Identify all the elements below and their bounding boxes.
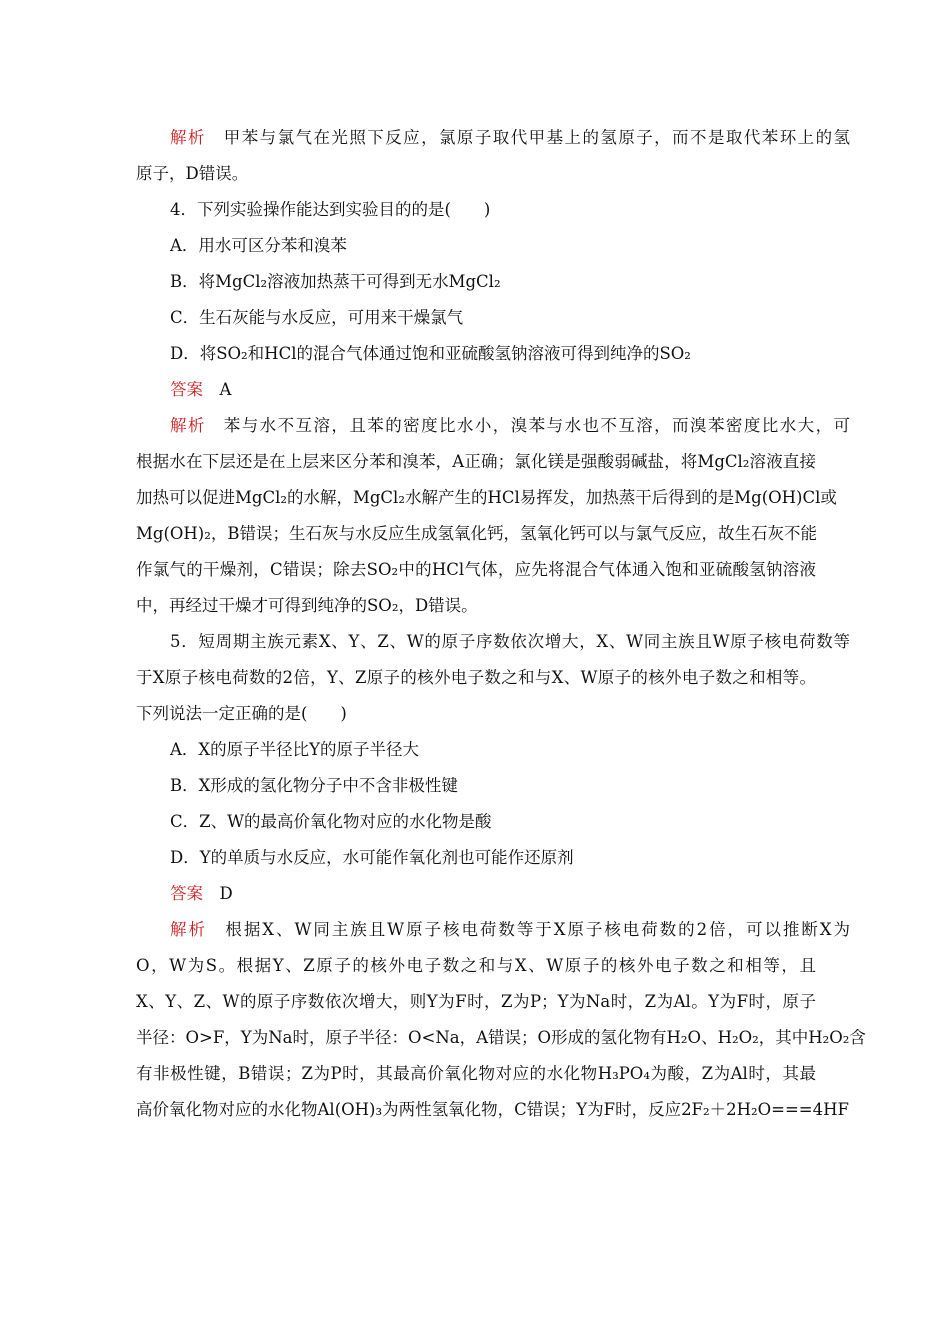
text-line: O，W为S。根据Y、Z原子的核外电子数之和与X、W原子的核外电子数之和相等，且 — [136, 956, 816, 975]
analysis-paragraph-q5 — [170, 919, 850, 941]
question-5-option-a: A．X的原子半径比Y的原子半径大 — [170, 740, 420, 759]
text-line: X、Y、Z、W的原子序数依次增大，则Y为F时，Z为P；Y为Na时，Z为Al。Y为F时，原子 — [136, 992, 816, 1011]
question-5-stem-cont: 下列说法一定正确的是( ) — [136, 704, 347, 723]
text-line: 高价氧化物对应的水化物Al(OH)₃为两性氢氧化物，C错误；Y为F时，反应2F₂＋2H₂O===4HF — [136, 1100, 849, 1119]
text-line: 中，再经过干燥才可得到纯净的SO₂，D错误。 — [136, 596, 478, 615]
analysis-text: 根据X、W同主族且W原子核电荷数等于X原子核电荷数的2倍，可以推断X为 — [206, 920, 851, 939]
answer-q5 — [170, 883, 850, 905]
question-5-stem-cont: 于X原子核电荷数的2倍，Y、Z原子的核外电子数之和与X、W原子的核外电子数之和相等。 — [136, 668, 816, 687]
analysis-text: 苯与水不互溶，且苯的密度比水小，溴苯与水也不互溶，而溴苯密度比水大，可 — [205, 416, 851, 435]
analysis-text: 甲苯与氯气在光照下反应，氯原子取代甲基上的氢原子，而不是取代苯环上的氢 — [205, 128, 851, 147]
text-line: 有非极性键，B错误；Z为P时，其最高价氧化物对应的水化物H₃PO₄为酸，Z为Al时，其最 — [136, 1064, 816, 1083]
question-5-option-d: D．Y的单质与水反应，水可能作氧化剂也可能作还原剂 — [170, 848, 574, 867]
question-4-option-c: C．生石灰能与水反应，可用来干燥氯气 — [170, 308, 464, 327]
text-line: 作氯气的干燥剂，C错误；除去SO₂中的HCl气体，应先将混合气体通入饱和亚硫酸氢钠溶液 — [136, 560, 816, 579]
text-line: 半径：O>F，Y为Na时，原子半径：O<Na，A错误；O形成的氢化物有H₂O、H₂O₂，其中H₂O₂含 — [136, 1028, 866, 1047]
text-line: 根据水在下层还是在上层来区分苯和溴苯，A正确；氯化镁是强酸弱碱盐，将MgCl₂溶液直接 — [136, 452, 816, 471]
analysis-paragraph-q4 — [170, 415, 850, 437]
question-5-option-c: C．Z、W的最高价氧化物对应的水化物是酸 — [170, 812, 492, 831]
question-4-option-b: B．将MgCl₂溶液加热蒸干可得到无水MgCl₂ — [170, 272, 501, 291]
question-5-option-b: B．X形成的氢化物分子中不含非极性键 — [170, 776, 458, 795]
answer-label: 答案 — [170, 884, 203, 903]
question-4-option-a: A．用水可区分苯和溴苯 — [170, 236, 347, 255]
text-line: Mg(OH)₂，B错误；生石灰与水反应生成氢氧化钙，氢氧化钙可以与氯气反应，故生石灰不能 — [136, 524, 817, 543]
answer-value: D — [203, 884, 233, 903]
text-line: 原子，D错误。 — [136, 164, 249, 183]
analysis-label: 解析 — [170, 416, 206, 435]
question-4-stem: 4．下列实验操作能达到实验目的的是( ) — [170, 200, 491, 219]
analysis-label: 解析 — [170, 920, 207, 939]
question-5-stem: 5．短周期主族元素X、Y、Z、W的原子序数依次增大，X、W同主族且W原子核电荷数等 — [170, 632, 850, 651]
answer-q4 — [170, 379, 850, 401]
question-4-option-d: D．将SO₂和HCl的混合气体通过饱和亚硫酸氢钠溶液可得到纯净的SO₂ — [170, 344, 691, 363]
text-line: 加热可以促进MgCl₂的水解，MgCl₂水解产生的HCl易挥发，加热蒸干后得到的是Mg(OH)Cl或 — [136, 488, 837, 507]
answer-value: A — [203, 380, 232, 399]
analysis-paragraph-q3 — [170, 127, 850, 149]
analysis-label: 解析 — [170, 128, 206, 147]
answer-label: 答案 — [170, 380, 203, 399]
